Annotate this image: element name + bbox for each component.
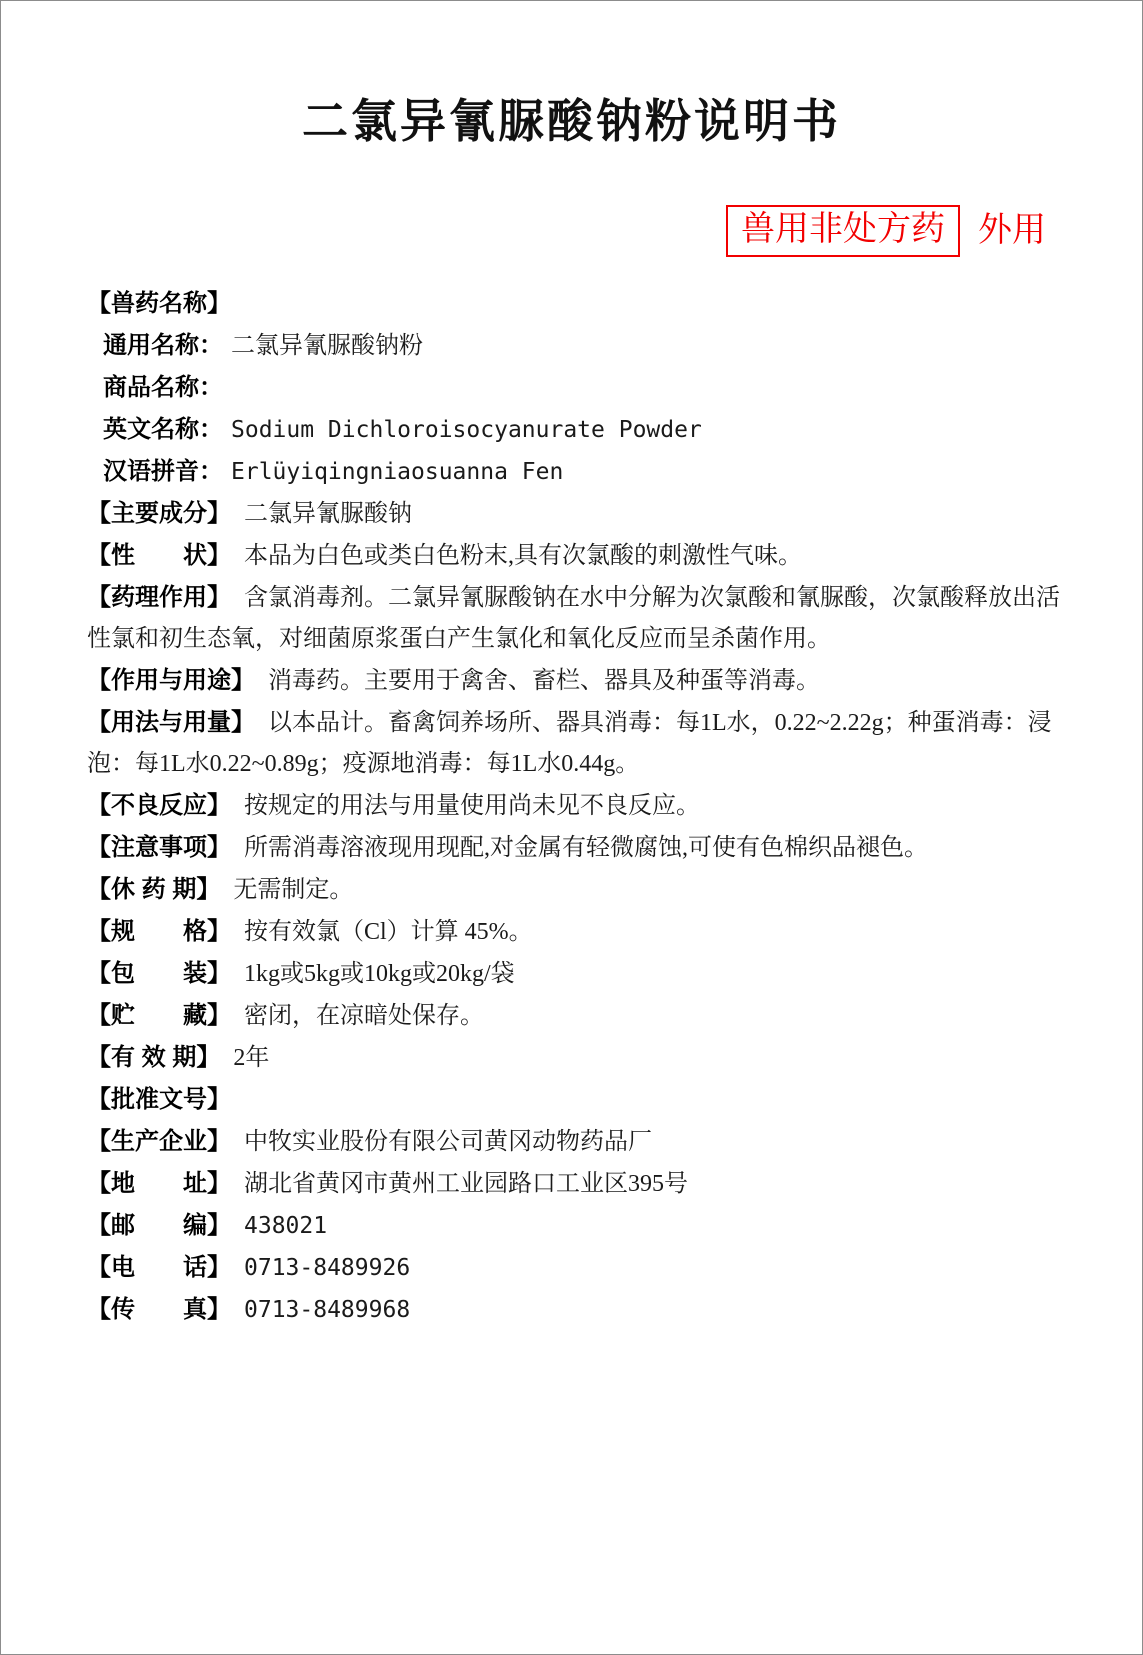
row-label: 【地 址】 bbox=[87, 1170, 231, 1197]
row-english-name bbox=[87, 409, 1066, 451]
row-precautions bbox=[87, 827, 1066, 869]
row-adverse-reactions bbox=[87, 785, 1066, 827]
row-validity-period bbox=[87, 1037, 1066, 1079]
row-package bbox=[87, 953, 1066, 995]
row-label: 【兽药名称】 bbox=[87, 290, 231, 317]
row-label: 汉语拼音： bbox=[103, 458, 223, 485]
page-title: 二氯异氰脲酸钠粉说明书 bbox=[302, 96, 841, 147]
row-value: 湖北省黄冈市黄州工业园路口工业区395号 bbox=[244, 1171, 688, 1197]
row-label: 通用名称： bbox=[103, 332, 223, 359]
external-use-label: 外用 bbox=[978, 212, 1046, 249]
row-value: 中牧实业股份有限公司黄冈动物药品厂 bbox=[244, 1129, 652, 1155]
row-function-usage bbox=[87, 660, 1066, 702]
row-approval-number bbox=[87, 1079, 1066, 1121]
row-value: 密闭，在凉暗处保存。 bbox=[244, 1003, 484, 1029]
row-label: 【邮 编】 bbox=[87, 1212, 231, 1239]
row-label: 【性 状】 bbox=[87, 542, 231, 569]
row-label: 【注意事项】 bbox=[87, 834, 231, 861]
otc-badge-label: 兽用非处方药 bbox=[741, 211, 945, 248]
row-value: 按有效氯（Cl）计算 45%。 bbox=[244, 919, 533, 945]
row-label: 【主要成分】 bbox=[87, 500, 231, 527]
row-value: 消毒药。主要用于禽舍、畜栏、器具及种蛋等消毒。 bbox=[268, 668, 820, 694]
row-value: 二氯异氰脲酸钠粉 bbox=[231, 333, 423, 359]
row-label: 【规 格】 bbox=[87, 918, 231, 945]
otc-badge-box bbox=[726, 205, 960, 257]
row-label: 商品名称： bbox=[103, 374, 223, 401]
row-label: 【药理作用】 bbox=[87, 584, 231, 611]
row-value: Erlüyiqingniaosuanna Fen bbox=[231, 459, 564, 485]
row-withdrawal-period bbox=[87, 869, 1066, 911]
row-pinyin-name bbox=[87, 451, 1066, 493]
row-storage bbox=[87, 995, 1066, 1037]
row-telephone bbox=[87, 1247, 1066, 1289]
row-label: 【电 话】 bbox=[87, 1254, 231, 1281]
row-specification bbox=[87, 911, 1066, 953]
row-trade-name bbox=[87, 367, 1066, 409]
row-value: 1kg或5kg或10kg或20kg/袋 bbox=[244, 961, 515, 987]
row-value: 0713-8489968 bbox=[244, 1297, 411, 1323]
row-character bbox=[87, 535, 1066, 577]
row-main-ingredients bbox=[87, 493, 1066, 535]
row-pharmacology bbox=[87, 577, 1066, 660]
row-value: 无需制定。 bbox=[233, 877, 354, 903]
row-label: 【有 效 期】 bbox=[87, 1044, 221, 1071]
row-label: 【传 真】 bbox=[87, 1296, 231, 1323]
row-label: 【不良反应】 bbox=[87, 792, 231, 819]
row-label: 【包 装】 bbox=[87, 960, 231, 987]
row-value: 以本品计。畜禽饲养场所、器具消毒：每1L水，0.22~2.22g；种蛋消毒：浸泡：每1L水0.22~0.89g；疫源地消毒：每1L水0.44g。 bbox=[87, 710, 1052, 777]
row-label: 英文名称： bbox=[103, 416, 223, 443]
row-label: 【批准文号】 bbox=[87, 1086, 231, 1113]
row-value: 二氯异氰脲酸钠 bbox=[244, 501, 412, 527]
row-label: 【作用与用途】 bbox=[87, 667, 255, 694]
row-value: 所需消毒溶液现用现配,对金属有轻微腐蚀,可使有色棉织品褪色。 bbox=[244, 835, 928, 861]
row-manufacturer bbox=[87, 1121, 1066, 1163]
row-label: 【休 药 期】 bbox=[87, 876, 221, 903]
row-value: 含氯消毒剂。二氯异氰脲酸钠在水中分解为次氯酸和氰脲酸，次氯酸释放出活性氯和初生态氧，对细菌原浆蛋白产生氯化和氧化反应而呈杀菌作用。 bbox=[87, 585, 1060, 652]
row-address bbox=[87, 1163, 1066, 1205]
row-dosage bbox=[87, 702, 1066, 785]
row-value: Sodium Dichloroisocyanurate Powder bbox=[231, 417, 702, 443]
row-postcode bbox=[87, 1205, 1066, 1247]
row-value: 438021 bbox=[244, 1213, 328, 1239]
row-label: 【用法与用量】 bbox=[87, 709, 255, 736]
row-value: 0713-8489926 bbox=[244, 1255, 411, 1281]
badge-row bbox=[1, 205, 1142, 257]
row-label: 【生产企业】 bbox=[87, 1128, 231, 1155]
row-drug-name-section bbox=[87, 283, 1066, 325]
row-value: 本品为白色或类白色粉末,具有次氯酸的刺激性气味。 bbox=[244, 543, 802, 569]
row-value: 2年 bbox=[233, 1045, 270, 1071]
row-value: 按规定的用法与用量使用尚未见不良反应。 bbox=[244, 793, 700, 819]
row-fax bbox=[87, 1289, 1066, 1331]
row-label: 【贮 藏】 bbox=[87, 1002, 231, 1029]
row-generic-name bbox=[87, 325, 1066, 367]
insert-content bbox=[87, 283, 1066, 1331]
